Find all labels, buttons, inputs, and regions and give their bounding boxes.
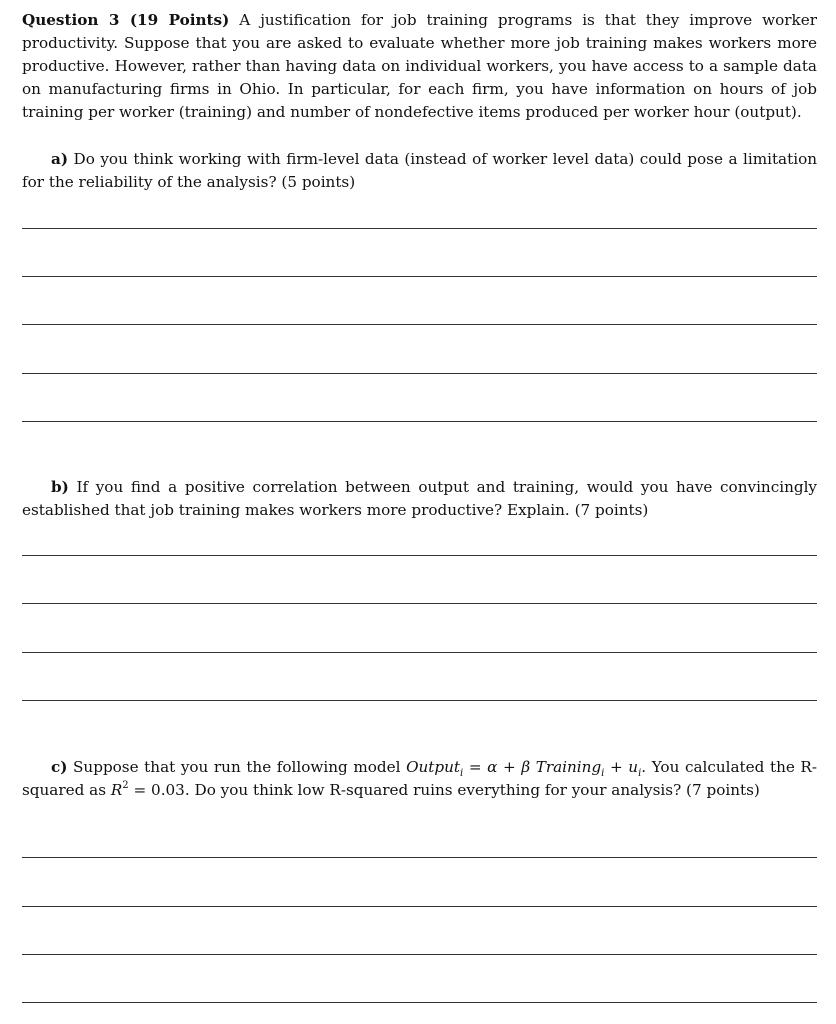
model-beta: β	[521, 758, 531, 776]
answer-line-a-2[interactable]	[22, 276, 817, 277]
answer-line-b-3[interactable]	[22, 652, 817, 653]
model-regressor: Training	[535, 758, 602, 776]
model-lhs: Output	[406, 758, 461, 776]
answer-line-a-1[interactable]	[22, 228, 817, 229]
question-intro	[22, 9, 817, 124]
model-equation	[406, 758, 642, 780]
answer-line-b-1[interactable]	[22, 555, 817, 556]
r2-symbol: R	[110, 781, 123, 799]
part-c-prompt	[22, 756, 817, 802]
part-a-label: a)	[51, 150, 69, 168]
part-a-text: Do you think working with firm-level data (instead of worker level data) could pose a limitation for the reliability of the analysis? (5 points)	[22, 150, 818, 191]
r-squared-expression	[111, 781, 185, 799]
answer-line-a-3[interactable]	[22, 324, 817, 325]
question-label: Question 3 (19 Points)	[22, 11, 230, 29]
model-lhs-sub: i	[460, 768, 464, 780]
answer-line-c-4[interactable]	[22, 1002, 817, 1003]
answer-line-c-1[interactable]	[22, 857, 817, 858]
part-a-prompt	[22, 148, 817, 194]
answer-line-b-4[interactable]	[22, 700, 817, 701]
answer-line-c-2[interactable]	[22, 906, 817, 907]
part-b-label: b)	[51, 478, 69, 496]
answer-line-c-3[interactable]	[22, 954, 817, 955]
model-regressor-sub: i	[601, 768, 605, 780]
part-b-text: If you find a positive correlation between output and training, would you have convincingly established that job training makes workers more productive? Explain. (7 points)	[22, 478, 818, 519]
part-c-text-mid: . You calculated the R-squared as	[22, 758, 817, 799]
part-c-text-after: . Do you think low R-squared ruins everything for your analysis? (7 points)	[184, 781, 760, 799]
r2-value: 0.03	[151, 781, 185, 799]
r2-equals: =	[133, 781, 147, 799]
part-b-prompt	[22, 476, 817, 522]
model-error: u	[628, 758, 639, 776]
model-equals: =	[468, 758, 482, 776]
r2-exponent: 2	[122, 779, 129, 791]
answer-line-b-2[interactable]	[22, 603, 817, 604]
part-c-text-before: Suppose that you run the following model	[73, 758, 401, 776]
answer-line-a-4[interactable]	[22, 373, 817, 374]
model-plus-2: +	[609, 758, 623, 776]
question-intro-text: A justification for job training programs is that they improve worker productivity. Suppose that you are asked to evaluate whether more job training makes workers more productive. However, rather than having data on individual workers, you have access to a sample data on manufacturing firms in Ohio. In particular, for each firm, you have information on hours of job training per worker (training) and number of nondefective items produced per worker hour (output).	[22, 11, 817, 121]
model-error-sub: i	[638, 768, 642, 780]
part-c-label: c)	[51, 758, 68, 776]
model-alpha: α	[487, 758, 498, 776]
answer-line-a-5[interactable]	[22, 421, 817, 422]
model-plus-1: +	[503, 758, 516, 776]
